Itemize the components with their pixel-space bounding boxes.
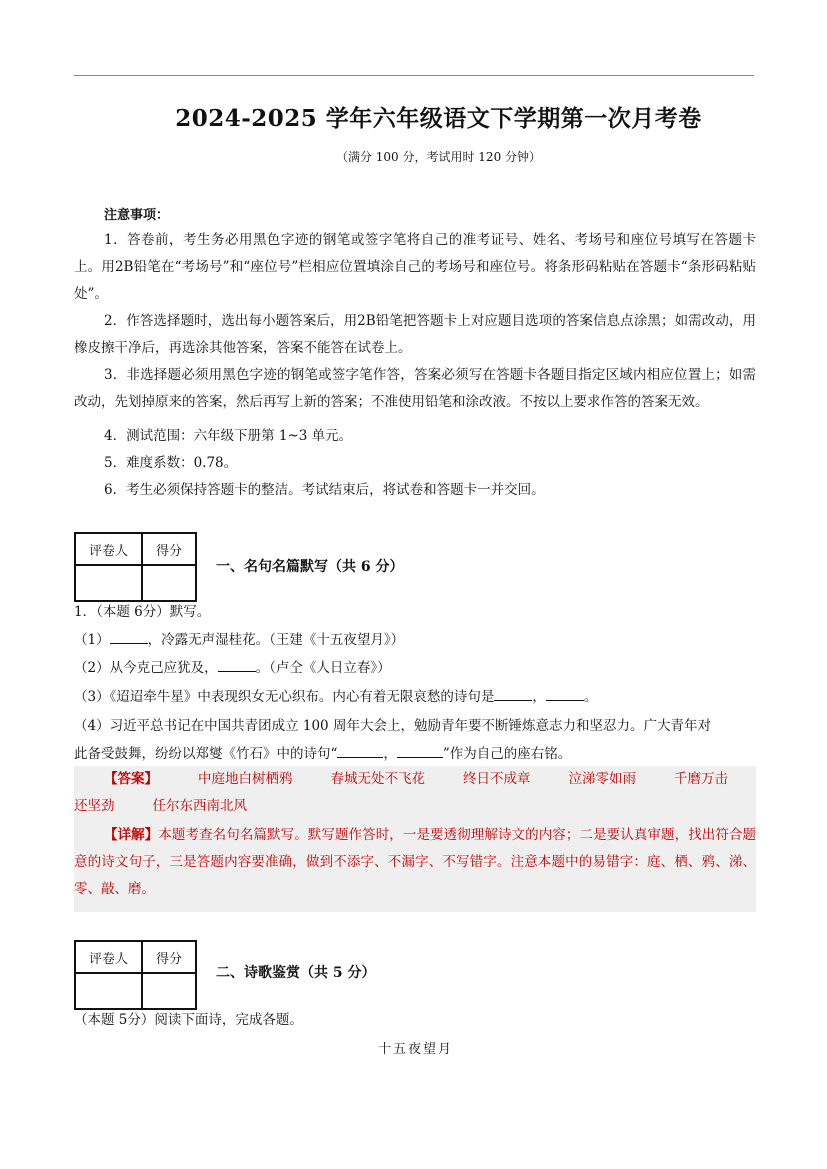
q3-comma: ， <box>532 689 546 705</box>
reviewer-cell-2[interactable] <box>75 973 142 1009</box>
notice-item-2: 2．作答选择题时，选出每小题答案后，用2B铅笔把答题卡上对应题目选项的答案信息点涂黑；如需改动，用橡皮擦干净后，再选涂其他答案，答案不能答在试卷上。 <box>74 313 756 356</box>
section-2-title: 二、诗歌鉴赏（共 5 分） <box>216 965 376 981</box>
score-label: 得分 <box>142 533 196 565</box>
q2-suffix: 。（卢仝《人日立春》） <box>255 660 391 676</box>
detail-text: 本题考查名句名篇默写。默写题作答时，一是要透彻理解诗文的内容；二是要认真审题，找出符合题意的诗文句子，三是答题内容要准确，做到不添字、不漏字、不写错字。注意本题中的易错字：庭、栖、鸦、涕、零、敲、磨。 <box>74 827 757 897</box>
notice-item-4: 4．测试范围：六年级下册第 1~3 单元。 <box>104 428 353 444</box>
question-1-2 <box>74 656 391 676</box>
q1-suffix: ，冷露无声湿桂花。（王建《十五夜望月》） <box>147 632 405 648</box>
score-label-2: 得分 <box>142 941 196 973</box>
detail-paragraph <box>74 822 756 903</box>
q4-comma: ， <box>383 746 397 762</box>
score-table-2 <box>74 940 197 1010</box>
answer-2: 春城无处不飞花 <box>330 771 425 787</box>
question-1-4-line1: （4）习近平总书记在中国共青团成立 100 周年大会上，勉励青年要不断锤炼意志力和坚忍力。广大青年对 <box>74 718 711 734</box>
answer-3: 终日不成章 <box>463 771 531 787</box>
answer-5: 千磨万击 <box>674 771 728 787</box>
q2-prefix: （2）从今克己应犹及， <box>74 660 218 676</box>
blank-2[interactable] <box>218 658 256 672</box>
question-1-stem: 1．（本题 6分）默写。 <box>74 604 211 620</box>
notice-item-5: 5．难度系数：0.78。 <box>104 455 238 471</box>
answer-line-2 <box>74 793 756 820</box>
score-cell-2[interactable] <box>142 973 196 1009</box>
notice-item-1: 1．答卷前，考生务必用黑色字迹的钢笔或签字笔将自己的准考证号、姓名、考场号和座位号填写在答题卡上。用2B铅笔在“考场号”和“座位号”栏相应位置填涂自己的考场号和座位号。将条形码粘贴在答题卡“条形码粘贴处”。 <box>74 232 756 302</box>
blank-6[interactable] <box>397 744 443 758</box>
blank-1[interactable] <box>110 630 148 644</box>
detail-label: 【详解】 <box>104 827 159 843</box>
q3-prefix: （3）《迢迢牵牛星》中表现织女无心织布。内心有着无限哀愁的诗句是 <box>74 689 495 705</box>
blank-3[interactable] <box>494 687 532 701</box>
header-rule <box>74 75 754 76</box>
answer-6: 任尔东西南北风 <box>152 798 247 814</box>
q3-end: 。 <box>583 689 598 705</box>
poem-title: 十五夜望月 <box>377 1042 453 1057</box>
reviewer-label-2: 评卷人 <box>75 941 142 973</box>
question-1-1 <box>74 628 404 648</box>
q4-prefix: 此备受鼓舞，纷纷以郑燮《竹石》中的诗句“ <box>74 746 338 762</box>
question-2-stem: （本题 5分）阅读下面诗，完成各题。 <box>74 1012 303 1028</box>
answer-1: 中庭地白树栖鸦 <box>198 771 293 787</box>
answer-5-cont: 还坚劲 <box>74 798 115 814</box>
question-1-4-line2 <box>74 742 571 762</box>
blank-4[interactable] <box>546 687 584 701</box>
score-table-1 <box>74 532 197 602</box>
q4-suffix: ”作为自己的座右铭。 <box>442 746 572 762</box>
answer-4: 泣涕零如雨 <box>568 771 636 787</box>
notice-item-3: 3．非选择题必须用黑色字迹的钢笔或签字笔作答，答案必须写在答题卡各题目指定区域内相应位置上；如需改动，先划掉原来的答案，然后再写上新的答案；不准使用铅笔和涂改液。不按以上要求作答的答案无效。 <box>74 367 756 410</box>
answer-line-1 <box>74 766 756 793</box>
page-subtitle: （满分 100 分，考试用时 120 分钟） <box>335 150 542 164</box>
reviewer-label: 评卷人 <box>75 533 142 565</box>
notice-item-6: 6．考生必须保持答题卡的整洁。考试结束后，将试卷和答题卡一并交回。 <box>104 482 545 498</box>
question-1-3 <box>74 685 597 705</box>
q1-prefix: （1） <box>74 632 110 648</box>
blank-5[interactable] <box>337 744 383 758</box>
score-cell[interactable] <box>142 565 196 601</box>
answer-label: 【答案】 <box>104 771 158 787</box>
reviewer-cell[interactable] <box>75 565 142 601</box>
page-title: 2024-2025 学年六年级语文下学期第一次月考卷 <box>175 105 702 132</box>
section-1-title: 一、名句名篇默写（共 6 分） <box>216 559 404 575</box>
notice-heading: 注意事项： <box>104 208 170 223</box>
